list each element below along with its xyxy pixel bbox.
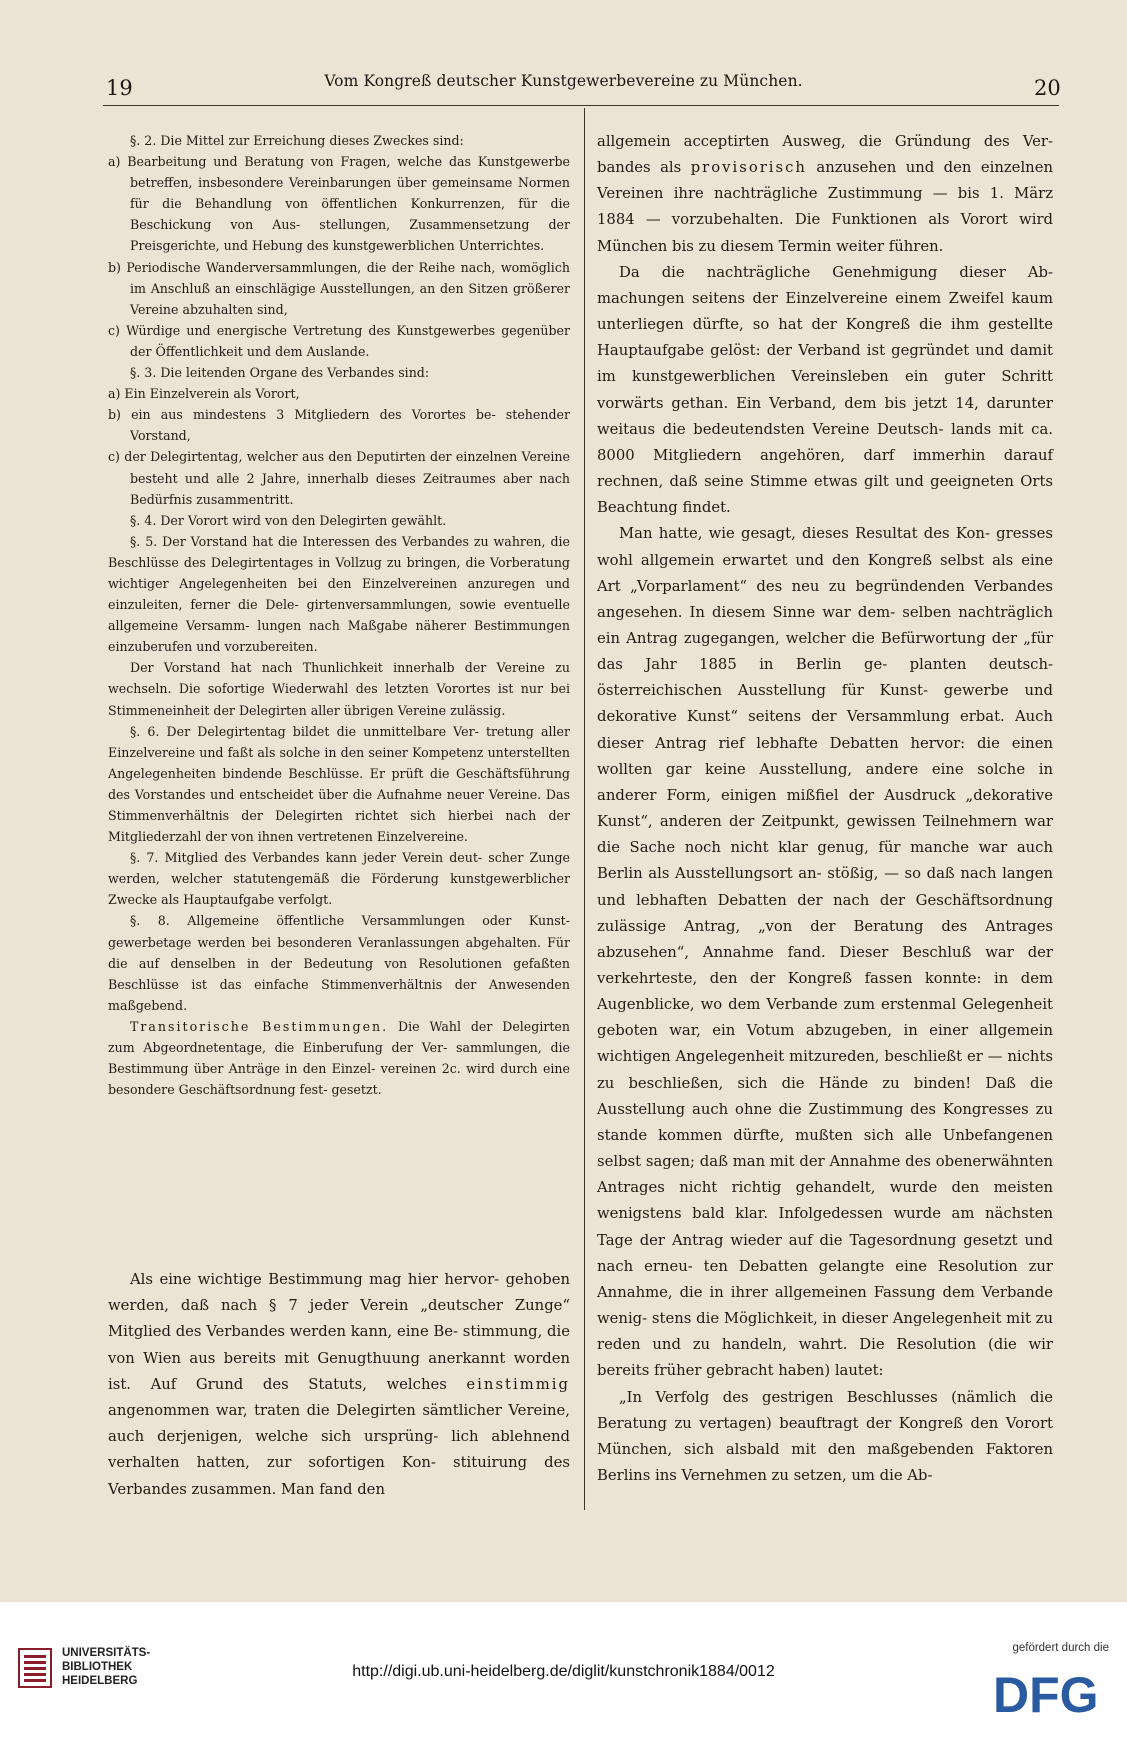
emphasis-spaced: einstimmig	[466, 1375, 570, 1393]
statute-paragraph: §. 3. Die leitenden Organe des Verbandes sind:	[130, 365, 430, 381]
source-url-link[interactable]: http://digi.ub.uni-heidelberg.de/diglit/kunstchronik1884/0012	[352, 1663, 775, 1680]
statute-paragraph: §. 5. Der Vorstand hat die Interessen des Verbandes zu wahren, die Beschlüsse des Delegirtentages in Vollzug zu bringen, die Vorberatung wichtiger Angelegenheiten bei den Einzelvereinen anzuregen und einzuleiten, ferner die Dele- girtenversammlungen, sowie eventuelle allgemeine Versamm- lungen nach Maßgabe näherer Bestimmungen einzuberufen und vorzubereiten.	[108, 533, 570, 655]
resolution-quote: „In Verfolg des gestrigen Beschlusses (nämlich die Beratung zu vertagen) beauftragt der Kongreß den Vorort München, sich alsbald mit den maßgebenden Faktoren Berlins ins Vernehmen zu setzen, um die Ab-	[597, 1388, 1053, 1484]
body-paragraph: allgemein acceptirten Ausweg, die Gründung des Ver- bandes als provisorisch anzusehen und den einzelnen Vereinen ihre nachträgliche Zustimmung — bis 1. März 1884 — vorzubehalten. Die Funktionen als Vorort wird München bis zu diesem Termin weiter führen.	[597, 133, 1053, 255]
emphasis-spaced: provisorisch	[690, 159, 807, 177]
digitization-footer	[0, 1602, 1127, 1753]
statute-item: b) Periodische Wanderversammlungen, die der Reihe nach, womöglich im Anschluß an einschlägige Ausstellungen, an den Sitzen größerer Vereine abzuhalten sind,	[108, 259, 570, 317]
library-name: UNIVERSITÄTS- BIBLIOTHEK HEIDELBERG	[62, 1647, 151, 1687]
statute-paragraph: Der Vorstand hat nach Thunlichkeit innerhalb der Vereine zu wechseln. Die sofortige Wiederwahl des letzten Vorortes ist nur bei Stimmeneinheit der Delegirten aller übrigen Vereine zulässig.	[108, 660, 570, 718]
column-divider	[584, 108, 585, 1510]
body-paragraph: Da die nachträgliche Genehmigung dieser Ab- machungen seitens der Einzelvereine einem Zweifel kaum unterliegen dürfte, so hat der Kongreß die ihm gestellte Hauptaufgabe gelöst: der Verband ist gegründet und damit im kunstgewerblichen Vereinsleben ein guter Schritt vorwärts gethan. Ein Verband, dem bis jetzt 14, darunter weitaus die bedeutendsten Vereine Deutsch- lands mit ca. 8000 Mitgliedern angehören, darf immerhin darauf rechnen, daß seine Stimme etwas gilt und geeigneten Orts Beachtung findet.	[597, 263, 1053, 517]
transitional-provisions	[108, 1016, 570, 1100]
page-number-right: 20	[1034, 76, 1061, 100]
header-rule	[103, 105, 1059, 106]
sponsor-label: gefördert durch die	[1012, 1642, 1109, 1654]
dfg-logo-text: DFG	[993, 1667, 1099, 1722]
transitional-heading: Transitorische Bestimmungen.	[130, 1018, 389, 1034]
left-body-text	[108, 1267, 570, 1503]
statute-item: c) Würdige und energische Vertretung des Kunstgewerbes gegenüber der Öffentlichkeit und dem Auslande.	[108, 322, 570, 359]
body-paragraph: Als eine wichtige Bestimmung mag hier hervor- gehoben werden, daß nach § 7 jeder Verein „deutscher Zunge“ Mitglied des Verbandes werden kann, eine Be- stimmung, die von Wien aus bereits mit Genugthuung anerkannt worden ist. Auf Grund des Statuts, welches einstimmig angenommen war, traten die Delegirten sämtlicher Vereine, auch derjenigen, welche sich ursprüng- lich ablehnend verhalten hatten, zur sofortigen Kon- stituirung des Verbandes zusammen. Man fand den	[108, 1271, 570, 1498]
statutes-column	[108, 130, 570, 1100]
statute-paragraph: §. 6. Der Delegirtentag bildet die unmittelbare Ver- tretung aller Einzelvereine und faßt als solche in den seiner Kompetenz unterstellten Angelegenheiten bindende Beschlüsse. Er prüft die Geschäftsführung des Vorstandes und entscheidet über die Aufnahme neuer Vereine. Das Stimmenverhältnis der Delegirten richtet sich hierbei nach der Mitgliederzahl der von ihnen vertretenen Einzelvereine.	[108, 723, 570, 845]
statute-paragraph: §. 7. Mitglied des Verbandes kann jeder Verein deut- scher Zunge werden, welcher statutengemäß die Förderung kunstgewerblicher Zwecke als Hauptaufgabe verfolgt.	[108, 850, 570, 908]
statute-item: b) ein aus mindestens 3 Mitgliedern des Vorortes be- stehender Vorstand,	[108, 407, 570, 444]
page-number-left: 19	[106, 76, 133, 100]
statute-paragraph: §. 8. Allgemeine öffentliche Versammlungen oder Kunst- gewerbetage werden bei besonderen Veranlassungen abgehalten. Für die auf denselben in der Bedeutung von Resolutionen gefaßten Beschlüsse ist das einfache Stimmenverhältnis der Anwesenden maßgebend.	[108, 913, 570, 1013]
statute-item: a) Ein Einzelverein als Vorort,	[108, 386, 300, 402]
right-body-text	[597, 129, 1053, 1489]
dfg-logo-icon	[989, 1662, 1111, 1722]
running-title: Vom Kongreß deutscher Kunstgewerbevereine zu München.	[324, 72, 803, 90]
statute-item: a) Bearbeitung und Beratung von Fragen, welche das Kunstgewerbe betreffen, insbesondere Vereinbarungen über gemeinsame Normen für die Behandlung von öffentlichen Konkurrenzen, für die Beschickung von Aus- stellungen, Zusammensetzung der Preisgerichte, und Hebung des kunstgewerblichen Unterrichtes.	[108, 154, 570, 254]
statute-paragraph: §. 2. Die Mittel zur Erreichung dieses Zweckes sind:	[130, 133, 464, 148]
transitional-text: Die Wahl der Delegirten zum Abgeordnetentage, die Einberufung der Ver- sammlungen, die Bestimmung über Anträge in den Einzel- vereinen 2c. wird durch eine besondere Geschäftsordnung fest- gesetzt.	[108, 1018, 570, 1098]
statute-item: c) der Delegirtentag, welcher aus den Deputirten der einzelnen Vereine besteht und alle 2 Jahre, innerhalb dieses Zeitraumes aber nach Bedürfnis zusammentritt.	[108, 449, 570, 507]
statute-paragraph: §. 4. Der Vorort wird von den Delegirten gewählt.	[130, 512, 447, 528]
body-paragraph: Man hatte, wie gesagt, dieses Resultat des Kon- gresses wohl allgemein erwartet und den Kongreß selbst als eine Art „Vorparlament“ des neu zu begründenden Verbandes angesehen. In diesem Sinne war dem- selben nachträglich ein Antrag zugegangen, welcher die Befürwortung der „für das Jahr 1885 in Berlin ge- planten deutsch-österreichischen Ausstellung für Kunst- gewerbe und dekorative Kunst“ seitens der Versammlung erbat. Auch dieser Antrag rief lebhafte Debatten hervor: die einen wollten gar keine Ausstellung, andere eine solche in anderer Form, einigen mißfiel der Ausdruck „dekorative Kunst“, anderen der Zeitpunkt, gewissen Teilnehmern war die Sache noch nicht klar genug, für manche war auch Berlin als Ausstellungsort an- stößig, — so daß nach langen und lebhaften Debatten der nach der Geschäftsordnung zulässige Antrag, „von der Beratung des Antrages abzusehen“, Annahme fand. Dieser Beschluß war der verkehrteste, den der Kongreß fassen konnte: in dem Augenblicke, wo dem Verbande zum erstenmal Gelegenheit geboten war, ein Votum abzugeben, in einer allgemein wichtigen Angelegenheit mitzureden, beschließt er — nichts zu beschließen, sich die Hände zu binden! Daß die Ausstellung auch ohne die Zustimmung des Kongresses zu stande kommen dürfte, mußten sich alle Unbefangenen selbst sagen; daß man mit der Annahme des obenerwähnten Antrages nicht richtig gehandelt, wurde den meisten wenigstens bald klar. Infolgedessen wurde am nächsten Tage der Antrag wieder auf die Tagesordnung gesetzt und nach erneu- ten Debatten gelangte eine Resolution zur Annahme, die in ihrer allgemeinen Fassung dem Verbande wenig- stens die Möglichkeit, in dieser Angelegenheit mit zu reden und zu handeln, wahrt. Die Resolution (die wir bereits früher gebracht haben) lautet:	[597, 525, 1053, 1380]
